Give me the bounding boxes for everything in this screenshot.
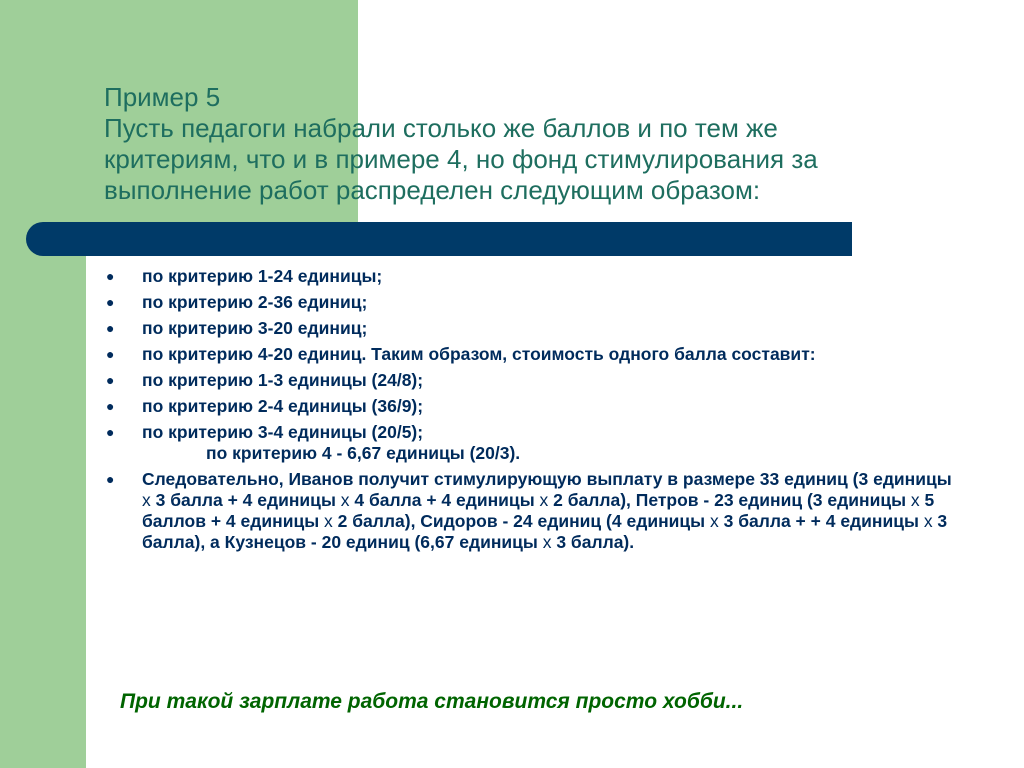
list-item-text: по критерию 1-3 единицы (24/8); <box>142 370 424 390</box>
bullet-list <box>104 266 954 558</box>
bullet-icon: ● <box>106 372 115 388</box>
bullet-icon: ● <box>106 294 115 310</box>
text-segment: 4 балла + 4 единицы <box>349 490 540 510</box>
title-line-2: Пусть педагоги набрали столько же баллов и по тем же <box>104 113 778 143</box>
list-item-text: по критерию 3-4 единицы (20/5); <box>142 422 424 442</box>
list-item <box>104 292 954 313</box>
text-segment: 2 балла), Сидоров - 24 единиц (4 единицы <box>332 511 710 531</box>
title-line-3: критериям, что и в примере 4, но фонд стимулирования за <box>104 144 818 174</box>
text-segment: 2 балла), Петров - 23 единиц (3 единицы <box>548 490 911 510</box>
text-segment: 3 балла). <box>551 532 635 552</box>
list-item <box>104 370 954 391</box>
list-item <box>104 422 954 464</box>
multiply-sign: х <box>324 511 333 531</box>
bullet-icon: ● <box>106 471 115 487</box>
list-item-text: по критерию 2-4 единицы (36/9); <box>142 396 424 416</box>
bullet-icon: ● <box>106 346 115 362</box>
text-segment: 3 балла + + 4 единицы <box>718 511 924 531</box>
multiply-sign: х <box>923 511 933 531</box>
text-segment: Следовательно, Иванов получит стимулирующую выплату в размере 33 единиц (3 единицы <box>142 469 952 489</box>
green-side-panel <box>0 0 86 768</box>
list-item <box>104 469 954 553</box>
multiply-sign: х <box>910 490 920 510</box>
list-item <box>104 266 954 287</box>
footer-quote: При такой зарплате работа становится просто хобби... <box>120 690 744 713</box>
text-segment: 5 баллов + 4 единицы <box>142 490 935 531</box>
list-item-text: по критерию 4-20 единиц. Таким образом, стоимость одного балла составит: <box>142 344 816 364</box>
list-item <box>104 318 954 339</box>
bullet-icon: ● <box>106 268 115 284</box>
list-item-text: по критерию 3-20 единиц; <box>142 318 368 338</box>
multiply-sign: х <box>142 490 151 510</box>
multiply-sign: х <box>340 490 350 510</box>
list-item-text <box>142 469 952 552</box>
list-item <box>104 344 954 365</box>
multiply-sign: х <box>709 511 719 531</box>
bullet-icon: ● <box>106 398 115 414</box>
text-segment: 3 балла), а Кузнецов - 20 единиц (6,67 единицы <box>142 511 948 552</box>
slide-title <box>104 82 904 206</box>
title-line-1: Пример 5 <box>104 82 221 112</box>
decorative-divider-bar <box>26 222 852 256</box>
bullet-icon: ● <box>106 424 115 440</box>
list-item-text: по критерию 2-36 единиц; <box>142 292 368 312</box>
multiply-sign: х <box>542 532 552 552</box>
list-item-text: по критерию 1-24 единицы; <box>142 266 383 286</box>
bullet-icon: ● <box>106 320 115 336</box>
text-segment: 3 балла + 4 единицы <box>150 490 341 510</box>
title-line-4: выполнение работ распределен следующим образом: <box>104 175 761 205</box>
multiply-sign: х <box>539 490 549 510</box>
list-item <box>104 396 954 417</box>
list-item-subline: по критерию 4 - 6,67 единицы (20/3). <box>206 443 521 463</box>
